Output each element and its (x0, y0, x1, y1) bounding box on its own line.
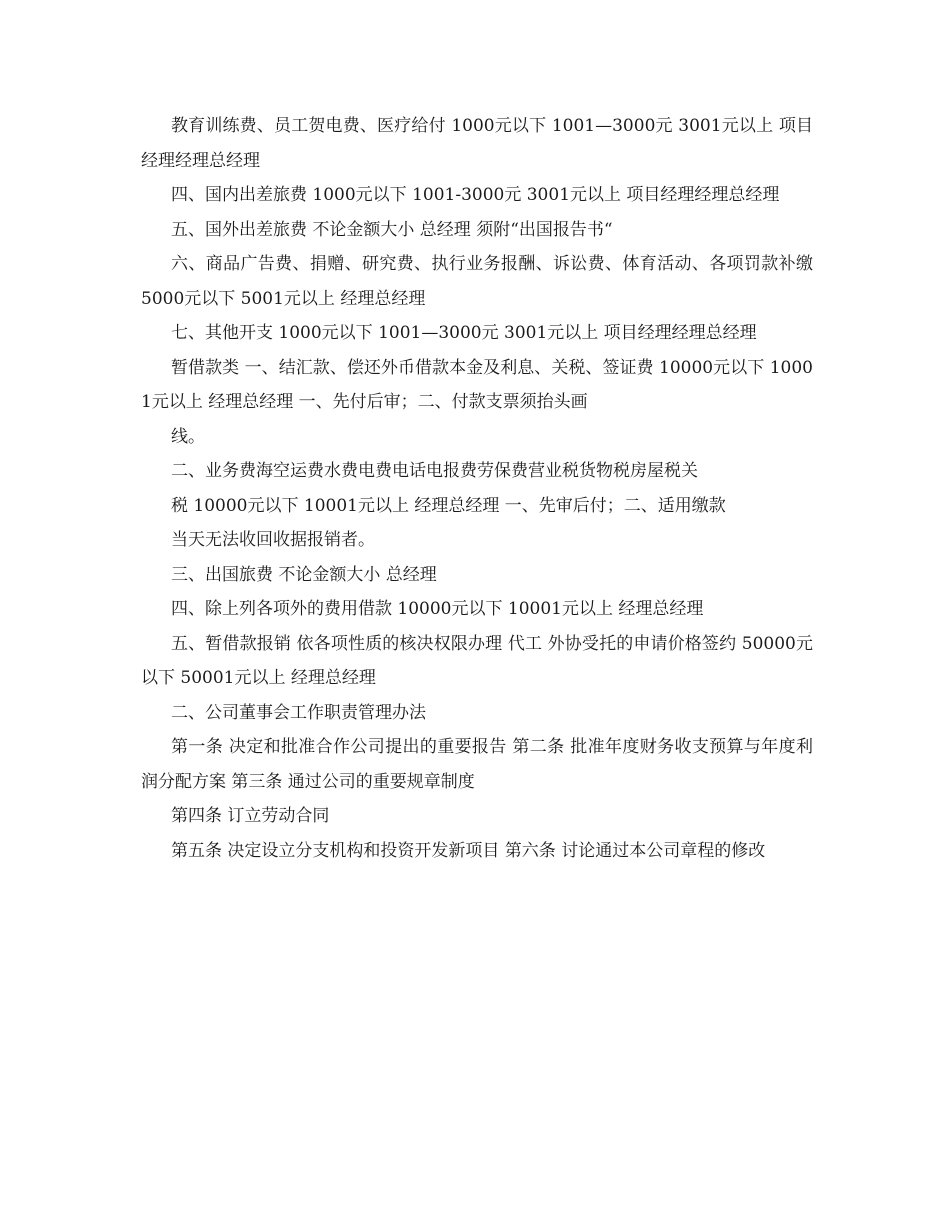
paragraph-line-continuation: 线。 (171, 426, 205, 447)
paragraph-advertising-fees: 六、商品广告费、捐赠、研究费、执行业务报酬、诉讼费、体育活动、各项罚款补缴 5000元以下 5001元以上 经理总经理 (141, 254, 813, 309)
document-body (141, 109, 813, 868)
paragraph-receipt-note: 当天无法收回收据报销者。 (171, 530, 375, 550)
paragraph-overseas-travel-loan: 三、出国旅费 不论金额大小 总经理 (171, 564, 437, 585)
paragraph-articles-5-6: 第五条 决定设立分支机构和投资开发新项目 第六条 讨论通过本公司章程的修改 (171, 840, 766, 861)
paragraph-other-expenses: 七、其他开支 1000元以下 1001—3000元 3001元以上 项目经理经理总经理 (171, 323, 757, 343)
paragraph-article-4: 第四条 订立劳动合同 (171, 806, 330, 826)
paragraph-training-fees: 教育训练费、员工贺电费、医疗给付 1000元以下 1001—3000元 3001元以上 项目经理经理总经理 (141, 116, 813, 171)
paragraph-loan-reimbursement: 五、暂借款报销 依各项性质的核决权限办理 代工 外协受托的申请价格签约 50000元以下 50001元以上 经理总经理 (141, 633, 813, 688)
paragraph-temporary-loans: 暂借款类 一、结汇款、偿还外币借款本金及利息、关税、签证费 10000元以下 10001元以上 经理总经理 一、先付后审；二、付款支票须抬头画 (141, 357, 813, 412)
paragraph-domestic-travel: 四、国内出差旅费 1000元以下 1001-3000元 3001元以上 项目经理经理总经理 (171, 185, 780, 205)
paragraph-articles-1-3: 第一条 决定和批准合作公司提出的重要报告 第二条 批准年度财务收支预算与年度利润分配方案 第三条 通过公司的重要规章制度 (141, 737, 813, 792)
paragraph-overseas-travel: 五、国外出差旅费 不论金额大小 总经理 须附“出国报告书“ (171, 219, 613, 240)
paragraph-business-fees: 二、业务费海空运费水费电费电话电报费劳保费营业税货物税房屋税关 (171, 461, 698, 481)
paragraph-tax-limits: 税 10000元以下 10001元以上 经理总经理 一、先审后付；二、适用缴款 (171, 495, 726, 516)
section-heading-board-duties: 二、公司董事会工作职责管理办法 (171, 702, 426, 723)
paragraph-other-loans: 四、除上列各项外的费用借款 10000元以下 10001元以上 经理总经理 (171, 599, 704, 619)
